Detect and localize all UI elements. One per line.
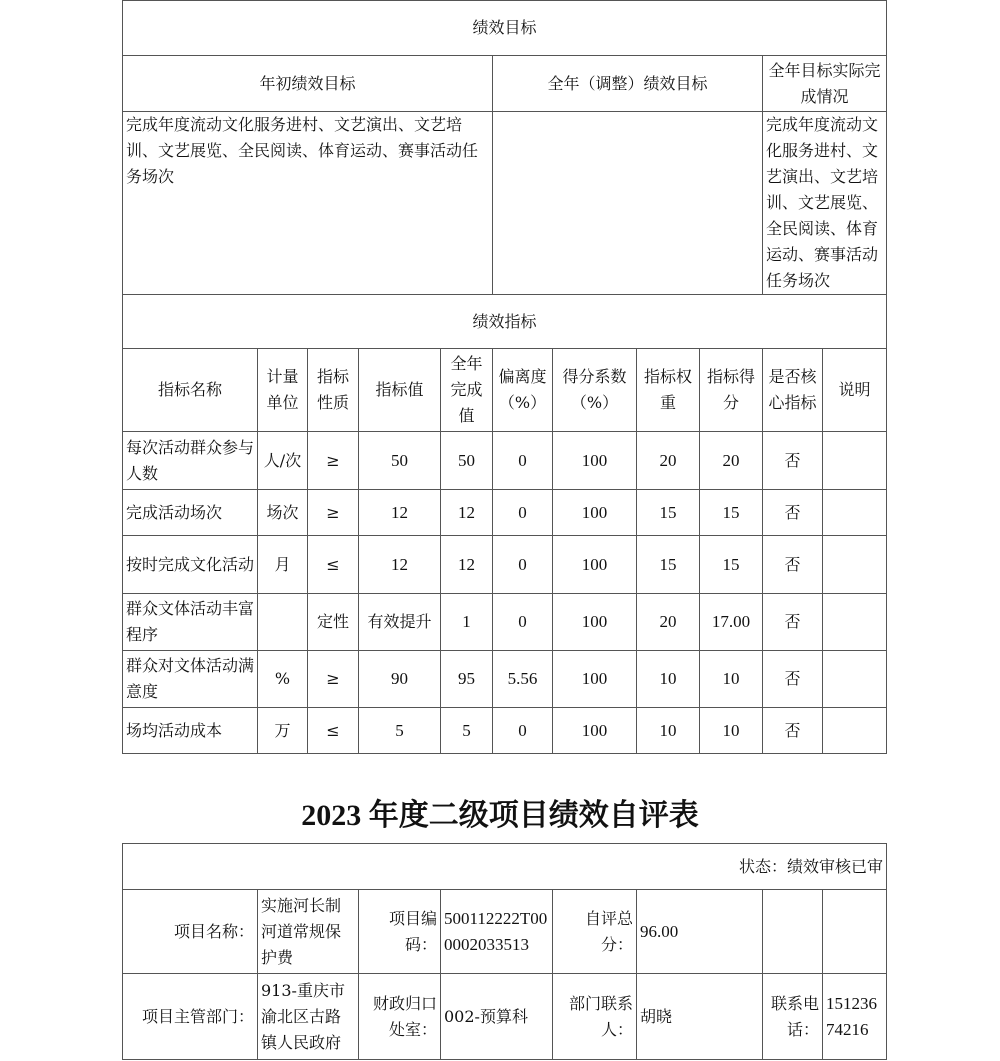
indicator-row — [123, 708, 887, 754]
indicator-cell: 0 — [493, 536, 553, 594]
indicator-cell: 定性 — [308, 594, 359, 651]
header-cell: 偏离度（%） — [493, 349, 553, 432]
indicator-cell — [823, 490, 887, 536]
indicator-cell: % — [258, 651, 308, 708]
header-cell: 指标值 — [359, 349, 441, 432]
contact-label: 部门联系人： — [553, 974, 637, 1060]
indicator-cell: 10 — [700, 651, 763, 708]
indicator-cell: 5 — [441, 708, 493, 754]
col-actual-completion: 全年目标实际完成情况 — [763, 56, 887, 112]
indicator-cell: 15 — [700, 490, 763, 536]
phone-value: 15123674216 — [823, 974, 887, 1060]
indicator-cell: 有效提升 — [359, 594, 441, 651]
self-score-value: 96.00 — [637, 890, 763, 974]
indicator-cell: 10 — [700, 708, 763, 754]
indicator-cell: 100 — [553, 536, 637, 594]
form-title: 2023 年度二级项目绩效自评表 — [301, 799, 699, 832]
header-cell: 说明 — [823, 349, 887, 432]
indicator-cell — [823, 594, 887, 651]
phone-label: 联系电话： — [763, 974, 823, 1060]
indicators-column-headers — [123, 349, 887, 432]
indicator-cell: ≥ — [308, 651, 359, 708]
status-text: 状态：绩效审核已审 — [123, 844, 887, 890]
indicator-cell: 0 — [493, 490, 553, 536]
indicator-cell: ≤ — [308, 708, 359, 754]
indicator-cell: 15 — [700, 536, 763, 594]
indicator-cell — [823, 432, 887, 490]
indicator-cell: 12 — [359, 490, 441, 536]
header-cell: 得分系数（%） — [553, 349, 637, 432]
actual-completion-text: 完成年度流动文化服务进村、文艺演出、文艺培训、文艺展览、全民阅读、体育运动、赛事活动任务场次 — [763, 112, 887, 295]
indicator-cell: 完成活动场次 — [123, 490, 258, 536]
finance-label: 财政归口处室： — [359, 974, 441, 1060]
header-cell: 计量单位 — [258, 349, 308, 432]
indicator-cell: ≥ — [308, 490, 359, 536]
indicator-cell: 否 — [763, 651, 823, 708]
indicator-cell: 10 — [637, 708, 700, 754]
empty-cell — [763, 890, 823, 974]
indicator-row — [123, 432, 887, 490]
indicator-cell: 否 — [763, 432, 823, 490]
indicator-cell — [823, 651, 887, 708]
self-score-label: 自评总分： — [553, 890, 637, 974]
finance-value: 002-预算科 — [441, 974, 553, 1060]
indicator-cell: 95 — [441, 651, 493, 708]
indicator-cell: 50 — [441, 432, 493, 490]
indicator-cell: 15 — [637, 490, 700, 536]
indicator-cell: 人/次 — [258, 432, 308, 490]
indicator-cell: 0 — [493, 708, 553, 754]
header-cell: 指标得分 — [700, 349, 763, 432]
indicator-cell: 场次 — [258, 490, 308, 536]
performance-goals-table — [122, 0, 887, 754]
contact-value: 胡晓 — [637, 974, 763, 1060]
indicator-row — [123, 651, 887, 708]
indicator-cell: 50 — [359, 432, 441, 490]
project-name-label: 项目名称： — [123, 890, 258, 974]
project-code-label: 项目编码： — [359, 890, 441, 974]
dept-value: 913-重庆市渝北区古路镇人民政府 — [258, 974, 359, 1060]
indicator-cell: 万 — [258, 708, 308, 754]
header-cell: 全年完成值 — [441, 349, 493, 432]
header-cell: 是否核心指标 — [763, 349, 823, 432]
indicator-cell: 12 — [441, 536, 493, 594]
indicator-cell: 否 — [763, 536, 823, 594]
indicator-cell: 12 — [359, 536, 441, 594]
project-name-value: 实施河长制河道常规保护费 — [258, 890, 359, 974]
indicator-cell: 否 — [763, 708, 823, 754]
indicator-cell: 15 — [637, 536, 700, 594]
indicator-cell: 5.56 — [493, 651, 553, 708]
indicator-cell: 10 — [637, 651, 700, 708]
indicator-cell: 100 — [553, 490, 637, 536]
header-cell: 指标权重 — [637, 349, 700, 432]
indicator-cell: 否 — [763, 594, 823, 651]
indicator-row — [123, 536, 887, 594]
indicator-cell: 90 — [359, 651, 441, 708]
indicator-cell: 群众对文体活动满意度 — [123, 651, 258, 708]
empty-cell — [823, 890, 887, 974]
indicator-cell: 100 — [553, 708, 637, 754]
indicator-row — [123, 490, 887, 536]
indicator-cell: 12 — [441, 490, 493, 536]
indicator-cell: 按时完成文化活动 — [123, 536, 258, 594]
indicator-cell — [258, 594, 308, 651]
initial-goal-text: 完成年度流动文化服务进村、文艺演出、文艺培训、文艺展览、全民阅读、体育运动、赛事活动任务场次 — [123, 112, 493, 295]
indicator-cell: 100 — [553, 432, 637, 490]
indicator-cell: 20 — [637, 432, 700, 490]
indicator-cell: 5 — [359, 708, 441, 754]
indicator-cell: 0 — [493, 432, 553, 490]
indicator-cell — [823, 708, 887, 754]
indicator-cell: 17.00 — [700, 594, 763, 651]
indicator-cell: 每次活动群众参与人数 — [123, 432, 258, 490]
goals-header: 绩效目标 — [123, 1, 887, 56]
indicator-cell: 100 — [553, 594, 637, 651]
dept-label: 项目主管部门： — [123, 974, 258, 1060]
indicator-cell: 100 — [553, 651, 637, 708]
header-cell: 指标性质 — [308, 349, 359, 432]
indicator-cell: ≥ — [308, 432, 359, 490]
indicator-cell: 群众文体活动丰富程序 — [123, 594, 258, 651]
col-initial-goal: 年初绩效目标 — [123, 56, 493, 112]
indicator-cell: 否 — [763, 490, 823, 536]
project-self-evaluation-form — [122, 843, 887, 1060]
indicator-row — [123, 594, 887, 651]
indicator-cell: 20 — [637, 594, 700, 651]
indicator-cell: 0 — [493, 594, 553, 651]
header-cell: 指标名称 — [123, 349, 258, 432]
indicator-cell: 月 — [258, 536, 308, 594]
indicator-cell: 1 — [441, 594, 493, 651]
indicators-header: 绩效指标 — [123, 295, 887, 349]
indicator-cell: 场均活动成本 — [123, 708, 258, 754]
indicator-cell: ≤ — [308, 536, 359, 594]
col-adjusted-goal: 全年（调整）绩效目标 — [493, 56, 763, 112]
indicator-cell: 20 — [700, 432, 763, 490]
indicator-cell — [823, 536, 887, 594]
project-code-value: 500112222T000002033513 — [441, 890, 553, 974]
adjusted-goal-text — [493, 112, 763, 295]
